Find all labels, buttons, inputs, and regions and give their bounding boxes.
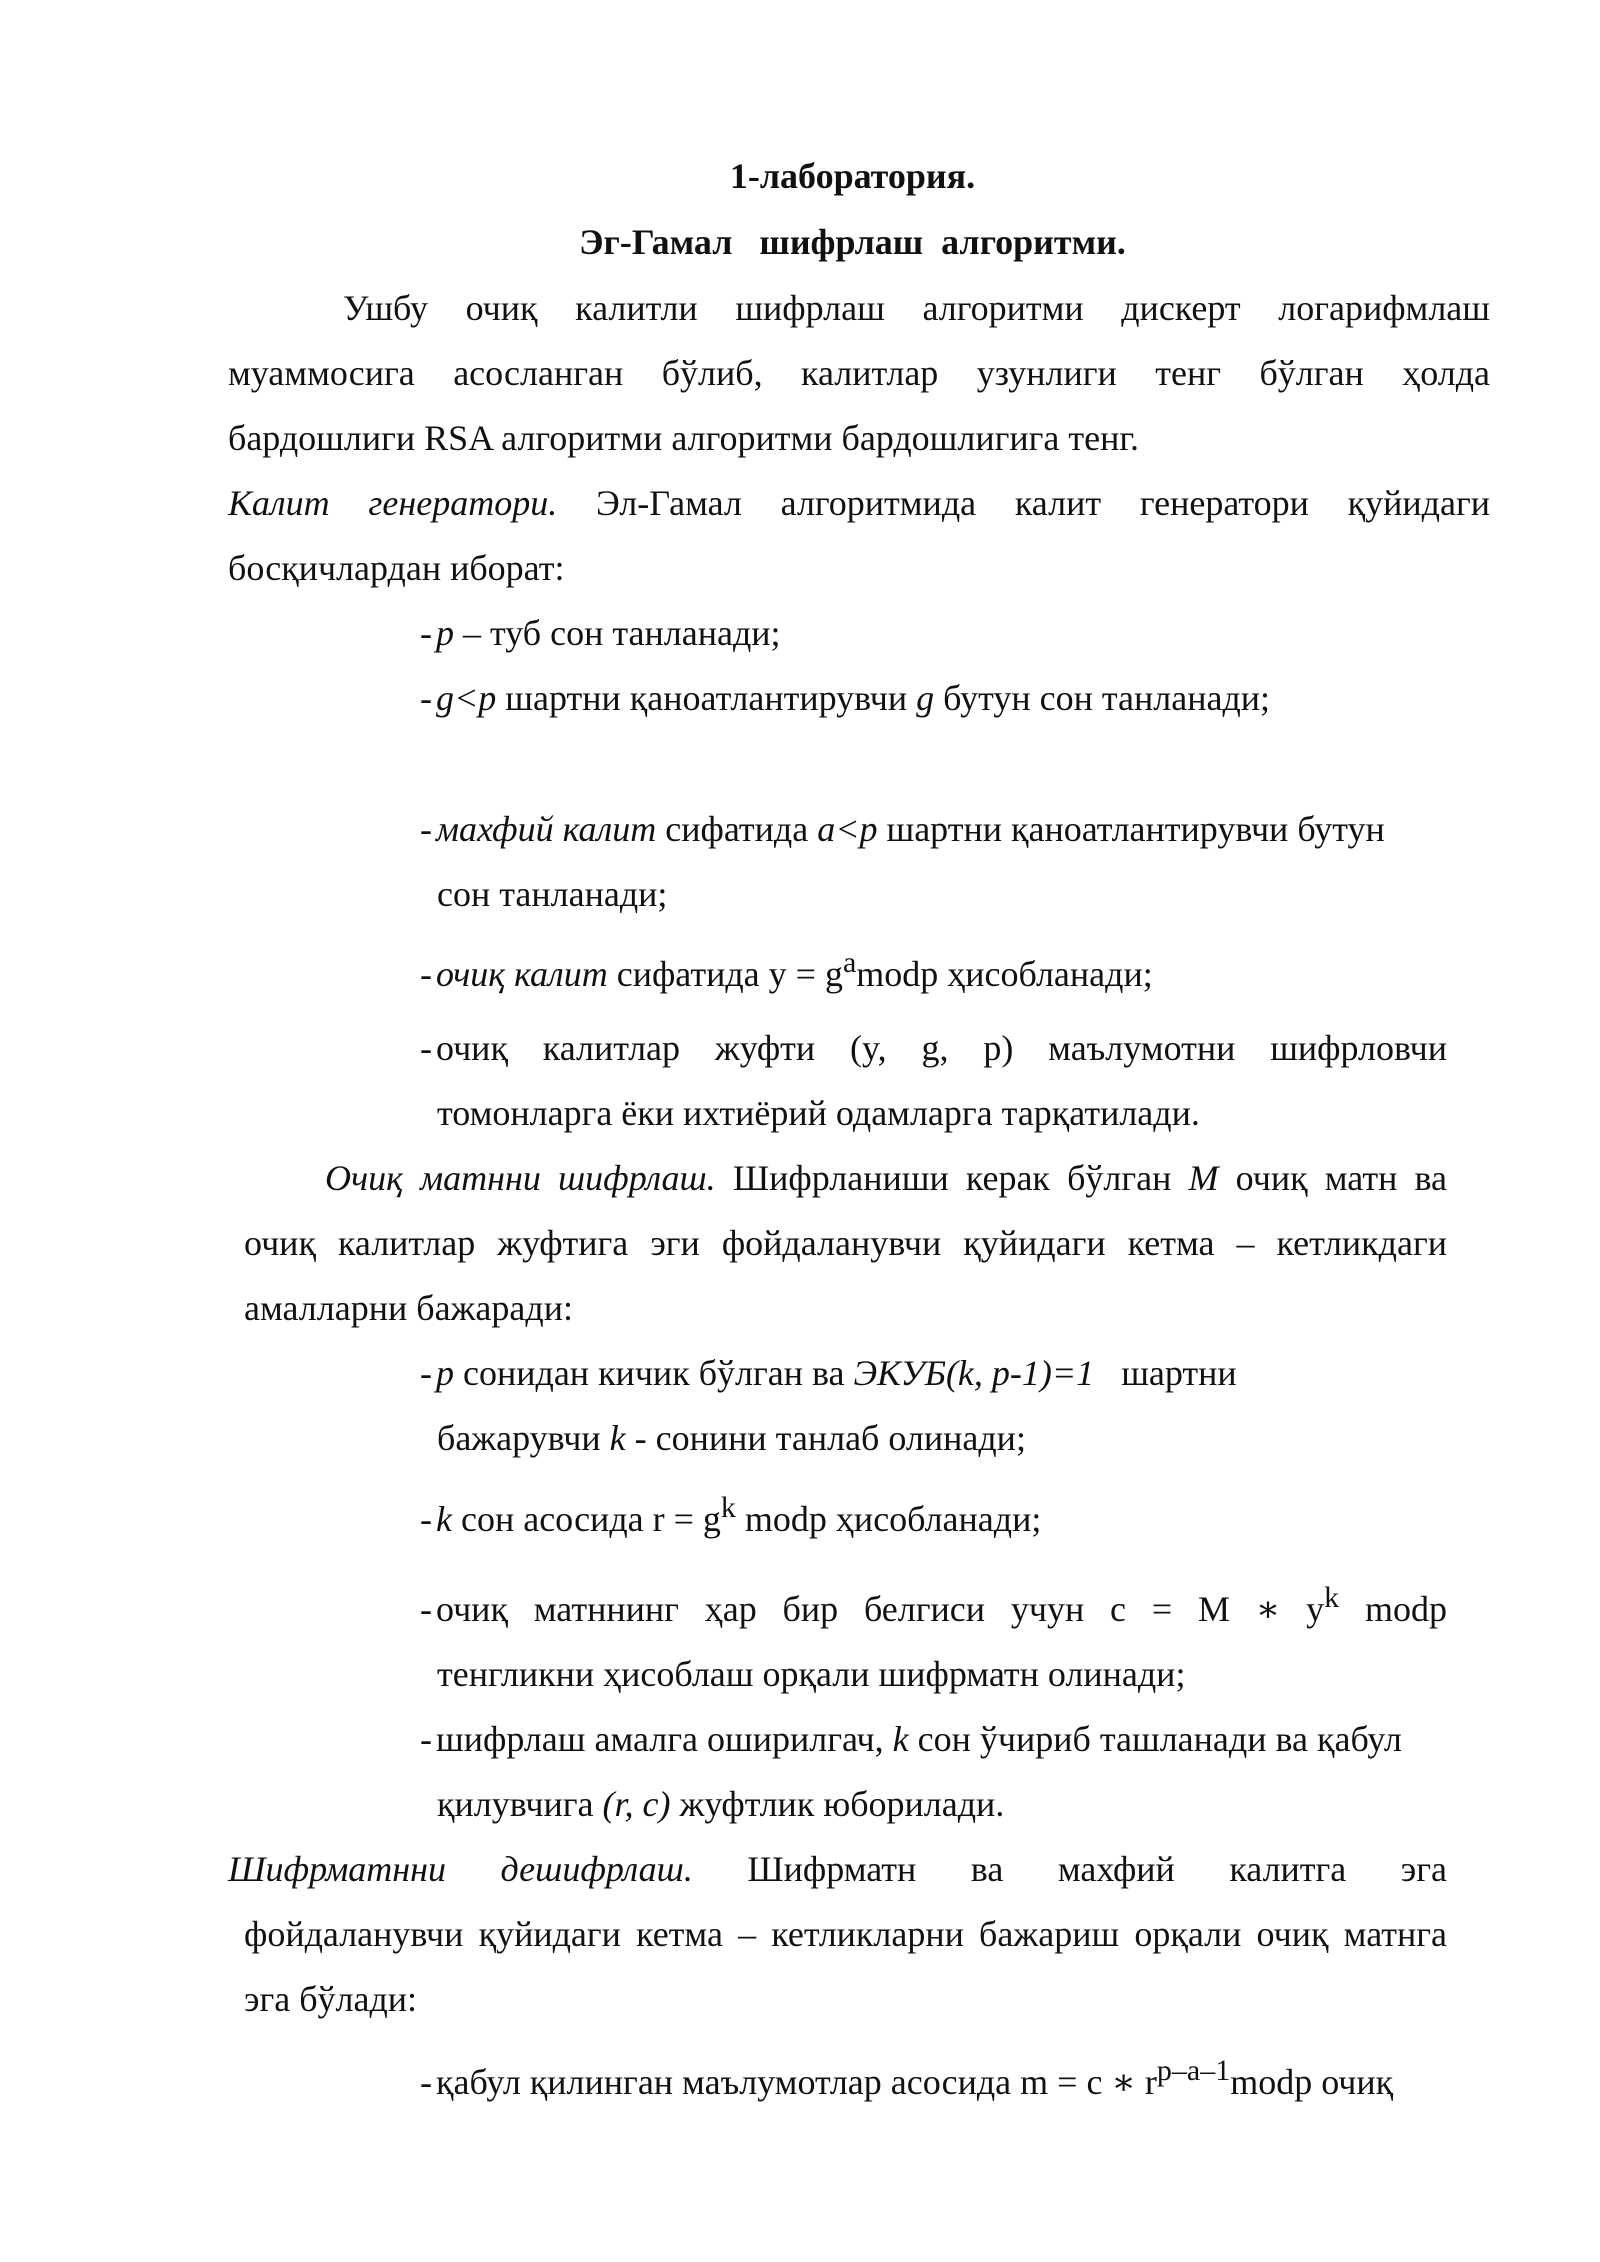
keygen-paragraph-line-2: босқичлардан иборат:	[228, 548, 565, 588]
enc-item-4-cont: қилувчига (r, c) жуфтлик юборилади.	[437, 1784, 1005, 1824]
enc-item-3-cont: тенгликни ҳисоблаш орқали шифрматн олинади;	[437, 1654, 1186, 1694]
keygen-text: Эл-Гамал алгоритмида калит генератори қуйидаги	[557, 483, 1490, 523]
keygen-item-3: - махфий калит сифатида a<p шартни қаноатлантирувчи бутун	[420, 809, 1385, 849]
enc-item-1-cont: бажарувчи k - сонини танлаб олинади;	[437, 1418, 1026, 1458]
enc-paragraph-line-1: Очиқ матнни шифрлаш. Шифрланиши керак бўлган M очиқ матн ва	[325, 1158, 1447, 1198]
intro-line-1: Ушбу очиқ калитли шифрлаш алгоритми дискерт логарифмлаш	[343, 288, 1490, 328]
enc-item-1: - p сонидан кичик бўлган ва ЭКУБ(k, p-1)=1 шартни	[420, 1353, 1237, 1393]
dec-item-1: - қабул қилинган маълумотлар асосида m = c ∗ $r^{p-a-1}modp$ очиқ	[420, 2054, 1394, 2102]
enc-item-2: - k сон асосида $r = g^k$ modp ҳисобланади;	[420, 1491, 1042, 1539]
intro-line-2: муаммосига асосланган бўлиб, калитлар узунлиги тенг бўлган ҳолда	[228, 353, 1490, 393]
enc-item-3: - очиқ матннинг ҳар бир белгиси учун c = M ∗ $y^k$ modp	[420, 1581, 1447, 1629]
enc-paragraph-line-2: очиқ калитлар жуфтига эги фойдаланувчи қуйидаги кетма – кетликдаги	[244, 1223, 1447, 1263]
keygen-item-5: - очиқ калитлар жуфти (y, g, p) маълумотни шифрловчи	[420, 1028, 1447, 1068]
dec-paragraph-line-2: фойдаланувчи қуйидаги кетма – кетликларни бажариш орқали очиқ матнга	[244, 1914, 1447, 1954]
enc-paragraph-line-3: амалларни бажаради:	[244, 1288, 573, 1328]
keygen-item-4: - очиқ калит сифатида $y = g^amodp$ ҳисобланади;	[420, 946, 1153, 994]
keygen-heading: Калит генератори.	[228, 483, 558, 523]
keygen-item-1: - p – туб сон танланади;	[420, 613, 781, 653]
dec-paragraph-line-1: Шифрматнни дешифрлаш. Шифрматн ва махфий калитга эга	[228, 1849, 1447, 1889]
dec-heading: Шифрматнни дешифрлаш.	[228, 1849, 693, 1889]
enc-item-4: - шифрлаш амалга оширилгач, k сон ўчириб ташланади ва қабул	[420, 1719, 1402, 1759]
keygen-item-3-cont: сон танланади;	[437, 874, 668, 914]
keygen-item-2: - g<p шартни қаноатлантирувчи g бутун сон танланади;	[420, 678, 1271, 718]
enc-heading: Очиқ матнни шифрлаш.	[325, 1158, 716, 1198]
keygen-paragraph-line-1	[228, 481, 1490, 525]
dec-paragraph-line-3: эга бўлади:	[244, 1979, 418, 2019]
doc-subtitle: Эг-Гамал шифрлаш алгоритми.	[579, 222, 1126, 262]
intro-line-3: бардошлиги RSA алгоритми алгоритми бардошлигига тенг.	[228, 418, 1140, 458]
doc-title: 1-лаборатория.	[729, 156, 976, 196]
keygen-item-5-cont: томонларга ёки ихтиёрий одамларга тарқатилади.	[437, 1093, 1200, 1133]
